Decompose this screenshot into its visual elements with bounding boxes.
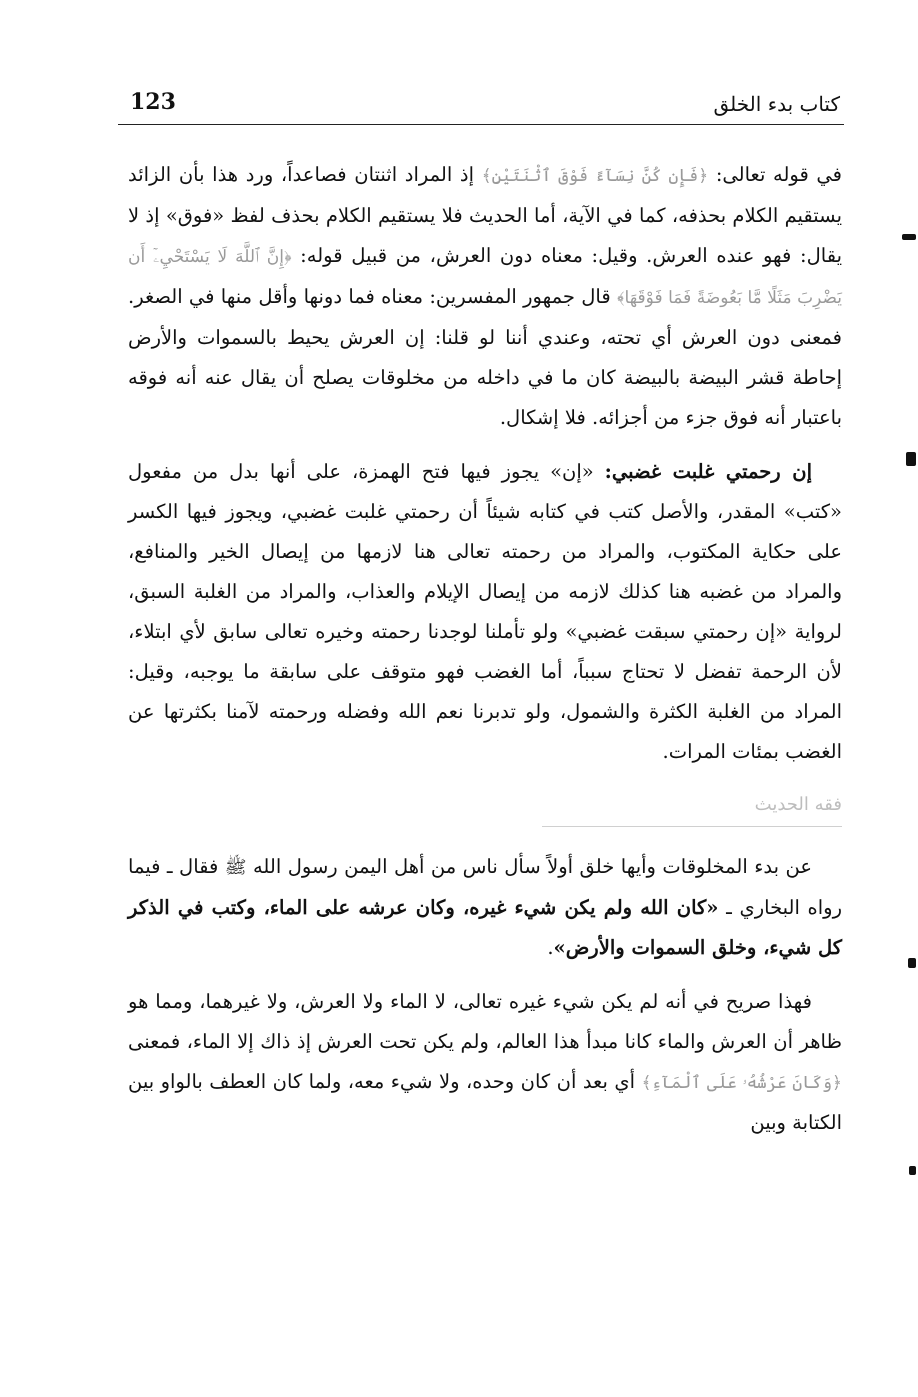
quran-verse-nisa: ﴿فَإِن كُنَّ نِسَآءً فَوْقَ ٱثْنَتَيْنِ﴾ [481,166,709,186]
quran-verse-baqara: ﴿إِنَّ ٱللَّهَ لَا يَسْتَحْيِۦٓ أَن يَضْرِبَ مَثَلًا مَّا بَعُوضَةً فَمَا فَوْقَهَا﴾ [128,247,842,308]
page-number: 123 [130,89,176,115]
margin-mark [908,958,916,968]
bold-lemma: إن رحمتي غلبت غضبي: [604,460,812,483]
text-run: فهذا صريح في أنه لم يكن شيء غيره تعالى، لا الماء ولا العرش، ولا غيرهما، ومما هو ظاهر أن العرش والماء كانا مبدأ هذا العالم، ولم يكن تحت العرش إذ ذاك إلا الماء، فمعنى [128,990,842,1053]
margin-mark [909,1166,916,1175]
page-body [128,155,842,1157]
paragraph-rahmati [128,452,842,772]
quran-verse-hud: ﴿وَكَانَ عَرْشُهُۥ عَلَى ٱلْمَآءِ﴾ [641,1073,843,1093]
text-run: إذ المراد اثنتان فصاعداً، ورد هذا بأن الزائد يستقيم الكلام بحذفه، كما في الآية، أما الحديث فلا يستقيم الكلام بحذف لفظ «فوق» إذ لا يقال: فهو عنده العرش. وقيل: معناه دون العرش، من قبيل قوله: [128,163,842,267]
paragraph-hadith [128,847,842,968]
text-run: في قوله تعالى: [708,163,843,186]
text-run: فقال ـ فيما رواه البخاري ـ [128,855,842,919]
text-run: «إن» يجوز فيها فتح الهمزة، على أنها بدل من مفعول «كتب» المقدر، والأصل كتب في كتابه شيئاً أن رحمتي غلبت غضبي، ويجوز فيها الكسر على حكاية المكتوب، والمراد من رحمته تعالى هنا لازمها من إيصال الخير والمنافع، والمراد من غضبه هنا كذلك لازمه من إيصال الإيلام والعذاب، والمراد من الغلبة السبق، لرواية «إن رحمتي سبقت غضبي» ولو تأملنا لوجدنا رحمته وخيره تعالى سابق لأي ابتلاء، لأن الرحمة تفضل لا تحتاج سبباً، أما الغضب فهو متوقف على سابقة ما يوجبه، وقيل: المراد من الغلبة الكثرة والشمول، ولو تدبرنا نعم الله وفضله ورحمته لآمنا بكثرتها عن الغضب بمئات المرات. [128,460,842,763]
hadith-quote: «كان الله ولم يكن شيء غيره، وكان عرشه على الماء، وكتب في الذكر كل شيء، وخلق السموات والأرض» [128,896,842,959]
header-rule [118,124,844,125]
margin-mark [906,452,916,466]
paragraph-explanation [128,982,842,1143]
page-header [130,88,840,122]
text-run: . [547,936,554,959]
section-rule [542,826,842,827]
text-run: أي بعد أن كان وحده، ولا شيء معه، ولما كان العطف بالواو بين الكتابة وبين [128,1070,842,1134]
running-title: كتاب بدء الخلق [713,92,840,116]
text-run: قال جمهور المفسرين: معناه فما دونها وأقل منها في الصغر. فمعنى دون العرش أي تحته، وعندي أننا لو قلنا: إن العرش يحيط بالسموات والأرض إحاطة قشر البيضة بالبيضة كان ما في داخله من مخلوقات يصلح أن يقال عنه أنه فوقه باعتبار أنه فوق جزء من أجزائه. فلا إشكال. [128,285,842,429]
section-heading: فقه الحديث [754,794,842,815]
salawat-glyph: ﷺ [224,857,247,878]
paragraph-commentary-fawq [128,155,842,438]
margin-mark [902,234,916,240]
text-run: عن بدء المخلوقات وأيها خلق أولاً سأل ناس من أهل اليمن رسول الله [246,855,812,878]
